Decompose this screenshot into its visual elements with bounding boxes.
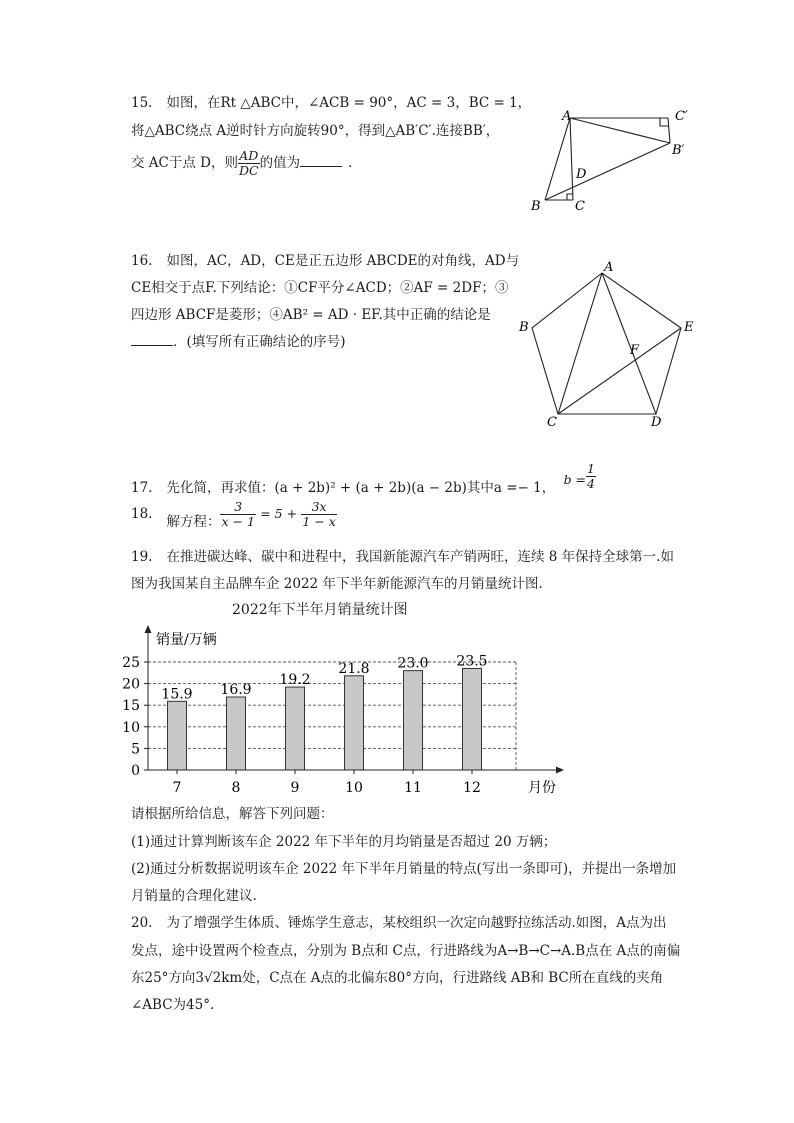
chart-grid — [148, 662, 516, 770]
q17-b-den: 4 — [587, 476, 595, 491]
q19-line2: 图为我国某自主品牌车企 2022 年下半年新能源汽车的月销量统计图. — [131, 576, 543, 592]
q15-label-D: D — [576, 167, 587, 182]
q18-f2-den: 1 − x — [302, 514, 336, 529]
bar-value-label: 23.5 — [456, 653, 488, 670]
q15-number: 15. — [131, 95, 153, 111]
y-tick-label: 15 — [122, 698, 140, 715]
q17-b-num: 1 — [587, 461, 595, 476]
q15-figure — [525, 100, 700, 215]
bar — [227, 697, 246, 770]
q15-text-3: 交 AC于点 D，则 — [131, 155, 238, 171]
x-tick-label: 12 — [463, 780, 481, 796]
bar — [345, 676, 364, 770]
q19-number: 19. — [131, 549, 153, 565]
q18-f1-num: 3 — [220, 500, 255, 515]
q16-answer-blank[interactable] — [131, 333, 173, 346]
bar — [286, 687, 305, 770]
q17-text: 先化简，再求值：(a + 2b)² + (a + 2b)(a − 2b)其中a =− 1， — [166, 480, 556, 496]
q16-line1 — [131, 252, 519, 270]
q15-line1 — [131, 94, 531, 112]
x-tick-label: 9 — [290, 780, 300, 796]
y-tick-label: 10 — [122, 719, 140, 736]
x-tick-label: 8 — [231, 780, 241, 796]
bar-value-label: 16.9 — [220, 681, 252, 698]
q15-label-Cp: C′ — [675, 109, 688, 124]
q15-line3 — [131, 149, 362, 178]
q20-number: 20. — [131, 915, 153, 931]
y-axis-arrow — [145, 625, 152, 633]
q16-label-A: A — [604, 260, 614, 275]
q16-text-4: ．(填写所有正确结论的序号) — [173, 334, 346, 350]
q18-text: 解方程： — [166, 514, 221, 530]
q19-line1 — [131, 548, 674, 566]
q20-line3: 东25°方向3√2km处，C点在 A点的北偏东80°方向，行进路线 AB和 BC所在直线的夹角 — [131, 970, 664, 986]
x-tick-label: 10 — [345, 780, 363, 796]
q15-frac-num: AD — [239, 148, 259, 163]
q17-number: 17. — [131, 480, 153, 496]
q18-line — [131, 500, 337, 533]
q15-frac-den: DC — [239, 163, 259, 178]
bar-value-label: 21.8 — [338, 660, 370, 677]
q15-text-3b: 的值为 — [259, 155, 301, 171]
q18-mid: = 5 + — [260, 506, 298, 521]
bar-value-label: 15.9 — [161, 686, 193, 703]
q16-label-F: F — [630, 343, 640, 358]
bar-value-label: 19.2 — [279, 672, 311, 689]
q19-sub2a: (2)通过分析数据说明该车企 2022 年下半年月销量的特点(写出一条即可)，并提出一条增加 — [131, 861, 677, 877]
q16-line2: CE相交于点F.下列结论：①CF平分∠ACD；②AF = 2DF；③ — [131, 280, 509, 296]
q15-label-Bp: B′ — [672, 143, 685, 158]
x-axis-label: 月份 — [528, 780, 556, 796]
q15-end: ． — [348, 155, 362, 171]
q20-text-1: 为了增强学生体质、锤炼学生意志，某校组织一次定向越野拉练活动.如图，A点为出 — [166, 915, 667, 931]
q17-b-fraction — [586, 462, 596, 491]
bar — [168, 701, 187, 770]
q20-line2: 发点，途中设置两个检查点，分别为 B点和 C点，行进路线为A→B→C→A.B点在 A点的南偏 — [131, 943, 681, 959]
bar — [463, 668, 482, 770]
q19-sub1: (1)通过计算判断该车企 2022 年下半年的月均销量是否超过 20 万辆； — [131, 834, 557, 850]
x-tick-label: 7 — [172, 780, 182, 796]
q20-line1 — [131, 914, 667, 932]
q18-fraction-1 — [220, 500, 255, 529]
q16-label-D: D — [651, 415, 662, 430]
x-axis-arrow — [556, 767, 564, 774]
q15-label-B: B — [531, 199, 541, 214]
q16-label-C: C — [547, 415, 557, 430]
q18-fraction-2 — [301, 500, 336, 529]
q16-label-E: E — [684, 320, 694, 335]
y-tick-label: 5 — [131, 741, 140, 758]
q15-label-A: A — [562, 109, 572, 124]
y-tick-label: 0 — [131, 763, 140, 779]
q15-text-1: 如图，在Rt △ABC中，∠ACB = 90°，AC = 3，BC = 1， — [166, 95, 532, 111]
q18-number: 18. — [131, 506, 153, 522]
x-tick-label: 11 — [404, 780, 422, 796]
q19-sub2b: 月销量的合理化建议. — [131, 888, 257, 904]
chart-title: 2022年下半年月销量统计图 — [232, 602, 408, 618]
q20-line4: ∠ABC为45°. — [131, 997, 215, 1013]
y-tick-label: 25 — [122, 655, 140, 671]
y-tick-label: 20 — [122, 676, 140, 693]
q19-after1: 请根据所给信息，解答下列问题： — [131, 806, 334, 822]
bar-chart — [118, 622, 578, 800]
y-axis-label: 销量/万辆 — [156, 632, 217, 648]
q15-answer-blank[interactable] — [300, 154, 342, 167]
q18-f2-num: 3x — [301, 500, 336, 515]
q16-number: 16. — [131, 253, 153, 269]
q16-label-B: B — [519, 320, 529, 335]
q15-fraction — [238, 149, 260, 178]
bar — [404, 671, 423, 770]
q19-text-1: 在推进碳达峰、碳中和进程中，我国新能源汽车产销两旺，连续 8 年保持全球第一.如 — [166, 549, 674, 565]
q17-b-eq: b = — [563, 472, 587, 487]
chart-bars — [161, 653, 487, 770]
q16-line4 — [131, 333, 346, 351]
q16-figure — [510, 258, 700, 430]
q18-f1-den: x − 1 — [221, 514, 255, 529]
q15-label-C: C — [575, 199, 585, 214]
q16-text-1: 如图，AC，AD，CE是正五边形 ABCDE的对角线，AD与 — [166, 253, 520, 269]
bar-value-label: 23.0 — [397, 655, 429, 672]
q17-line — [131, 462, 596, 499]
q15-line2: 将△ABC绕点 A逆时针方向旋转90°，得到△AB′C′.连接BB′， — [131, 123, 500, 139]
q16-line3: 四边形 ABCF是菱形；④AB² = AD · EF.其中正确的结论是 — [131, 307, 491, 323]
